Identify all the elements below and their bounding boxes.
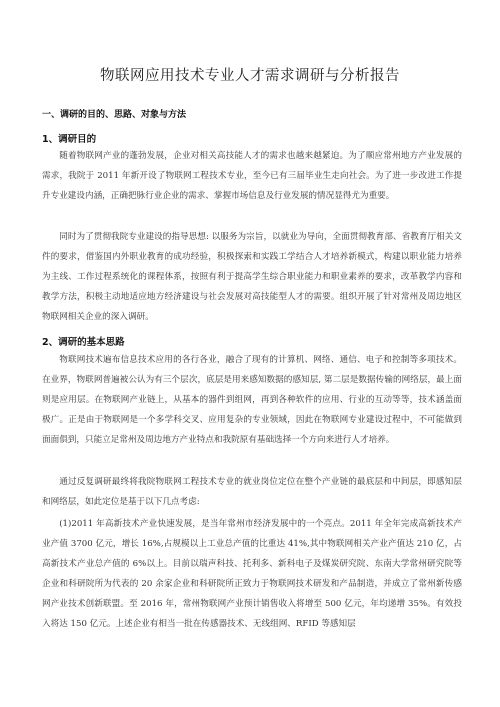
paragraph-approach-1: 物联网技术遍布信息技术应用的各行各业，融合了现有的计算机、网络、通信、电子和控制等多项技术。在业界，物联网普遍被公认为有三个层次，底层是用来感知数据的感知层, 第二层是数据传输的网络层，最上面则是应用层。在物联网产业链上，从基本的器件到组网，再到各种软件的应用、行业的互动等等，技术涵盖面极广。正是由于物联网是一个多学科交叉、应用复杂的专业领域，因此在物联网专业建设过程中，不可能做到面面俱到，只能立足常州及周边地方产业特点和我院原有基础选择一个方向来进行人才培养。 (42, 355, 462, 445)
subsection-heading-approach: 2、调研的基本思路 (42, 337, 125, 348)
subsection-heading-purpose: 1、调研目的 (42, 134, 97, 145)
document-title: 物联网应用技术专业人才需求调研与分析报告 (100, 68, 400, 84)
section-heading: 一、调研的目的、思路、对象与方法 (42, 110, 187, 120)
paragraph-approach-3: (1)2011 年高新技术产业快速发展，是当年常州市经济发展中的一个亮点。2011 年全年完成高新技术产业产值 3700 亿元，增长 16%,占规模以上工业总产值的比重达 41%,其中物联网相关产业产值达 210 亿，占高新技术产业总产值的 6%以上。目前以瑞声科技、托利多、新科电子及煤炭研究院、东南大学常州研究院等企业和科研院所为代表的 20 余家企业和科研院所正致力于物联网技术研发和产品制造，并成立了常州新传感网产业技术创新联盟。至 2016 年，常州物联网产业预计销售收入将增至 500 亿元，年均递增 35%。有效投入将达 150 亿元。上述企业有相当一批在传感器技术、无线组网、RFID 等感知层 (42, 519, 462, 629)
paragraph-purpose-1: 随着物联网产业的蓬勃发展，企业对相关高技能人才的需求也越来越紧迫。为了顺应常州地方产业发展的需求，我院于 2011 年新开设了物联网工程技术专业，至今已有三届毕业生走向社会。为了进一步改进工作提升专业建设内涵，正确把脉行业企业的需求、掌握市场信息及行业发展的情况显得尤为重要。 (42, 151, 462, 201)
paragraph-purpose-2: 同时为了贯彻我院专业建设的指导思想: 以服务为宗旨，以就业为导向，全面贯彻教育部、省教育厅相关文件的要求，借鉴国内外职业教育的成功经验，积极探索和实践工学结合人才培养新模式，构建以职业能力培养为主线、工作过程系统化的课程体系，按照有利于提高学生综合职业能力和职业素养的要求，改革教学内容和教学方法，积极主动地适应地方经济建设与社会发展对高技能型人才的需要。组织开展了针对常州及周边地区物联网相关企业的深入调研。 (42, 232, 462, 322)
paragraph-approach-2: 通过反复调研最终将我院物联网工程技术专业的就业岗位定位在整个产业链的最底层和中间层，即感知层和网络层，如此定位是基于以下几点考虑: (42, 477, 462, 507)
